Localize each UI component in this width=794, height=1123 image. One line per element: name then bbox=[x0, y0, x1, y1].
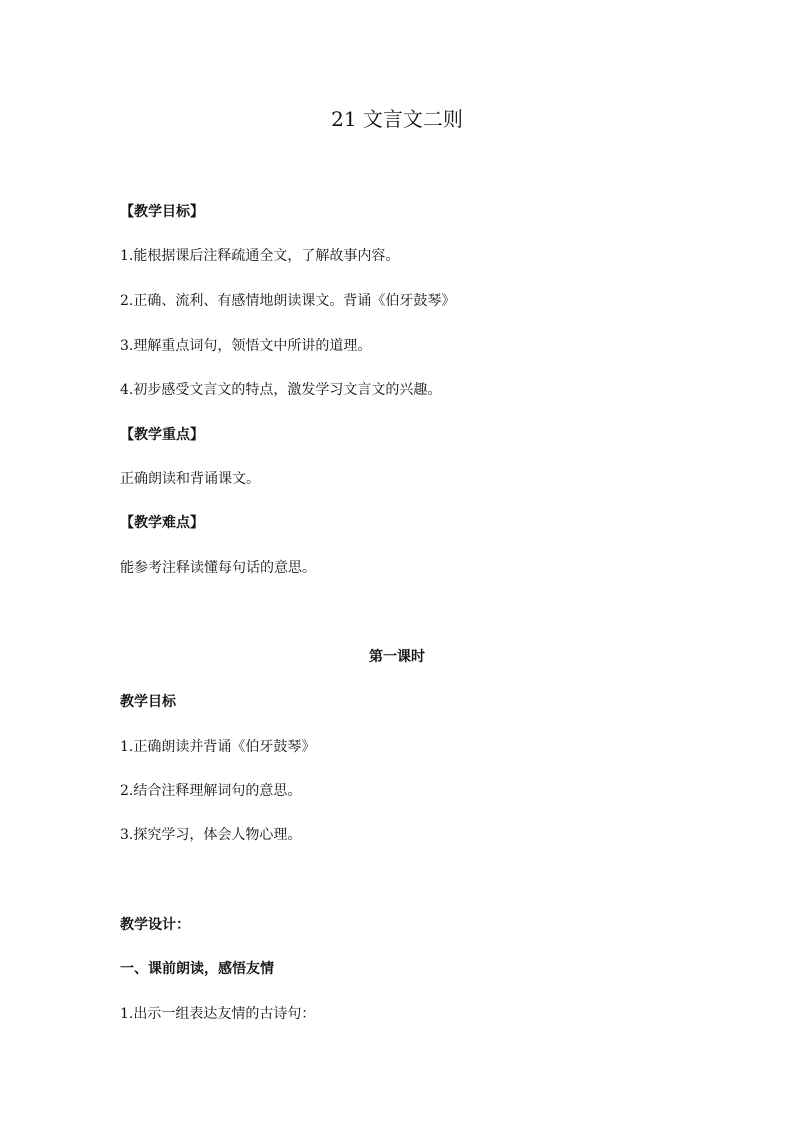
section1-item-1: 1.出示一组表达友情的古诗句： bbox=[120, 1006, 316, 1022]
difficulty-text: 能参考注释读懂每句话的意思。 bbox=[120, 560, 316, 576]
key-heading: 【教学重点】 bbox=[120, 427, 204, 443]
lesson-goal-item-3: 3.探究学习，体会人物心理。 bbox=[120, 827, 302, 843]
lesson-title: 第一课时 bbox=[369, 649, 425, 665]
document-title: 21 文言文二则 bbox=[331, 107, 463, 131]
goals-heading: 【教学目标】 bbox=[120, 204, 204, 220]
lesson-goals-heading: 教学目标 bbox=[120, 694, 176, 710]
lesson-goal-item-2: 2.结合注释理解词句的意思。 bbox=[120, 783, 302, 799]
goal-item-1: 1.能根据课后注释疏通全文，了解故事内容。 bbox=[120, 248, 400, 264]
goal-item-3: 3.理解重点词句，领悟文中所讲的道理。 bbox=[120, 338, 372, 354]
design-heading: 教学设计： bbox=[120, 917, 190, 933]
section1-heading: 一、课前朗读，感悟友情 bbox=[120, 961, 274, 977]
lesson-goal-item-1: 1.正确朗读并背诵《伯牙鼓琴》 bbox=[120, 739, 316, 755]
difficulty-heading: 【教学难点】 bbox=[120, 515, 204, 531]
goal-item-4: 4.初步感受文言文的特点，激发学习文言文的兴趣。 bbox=[120, 382, 442, 398]
goal-item-2: 2.正确、流利、有感情地朗读课文。背诵《伯牙鼓琴》 bbox=[120, 293, 456, 309]
key-text: 正确朗读和背诵课文。 bbox=[120, 471, 260, 487]
